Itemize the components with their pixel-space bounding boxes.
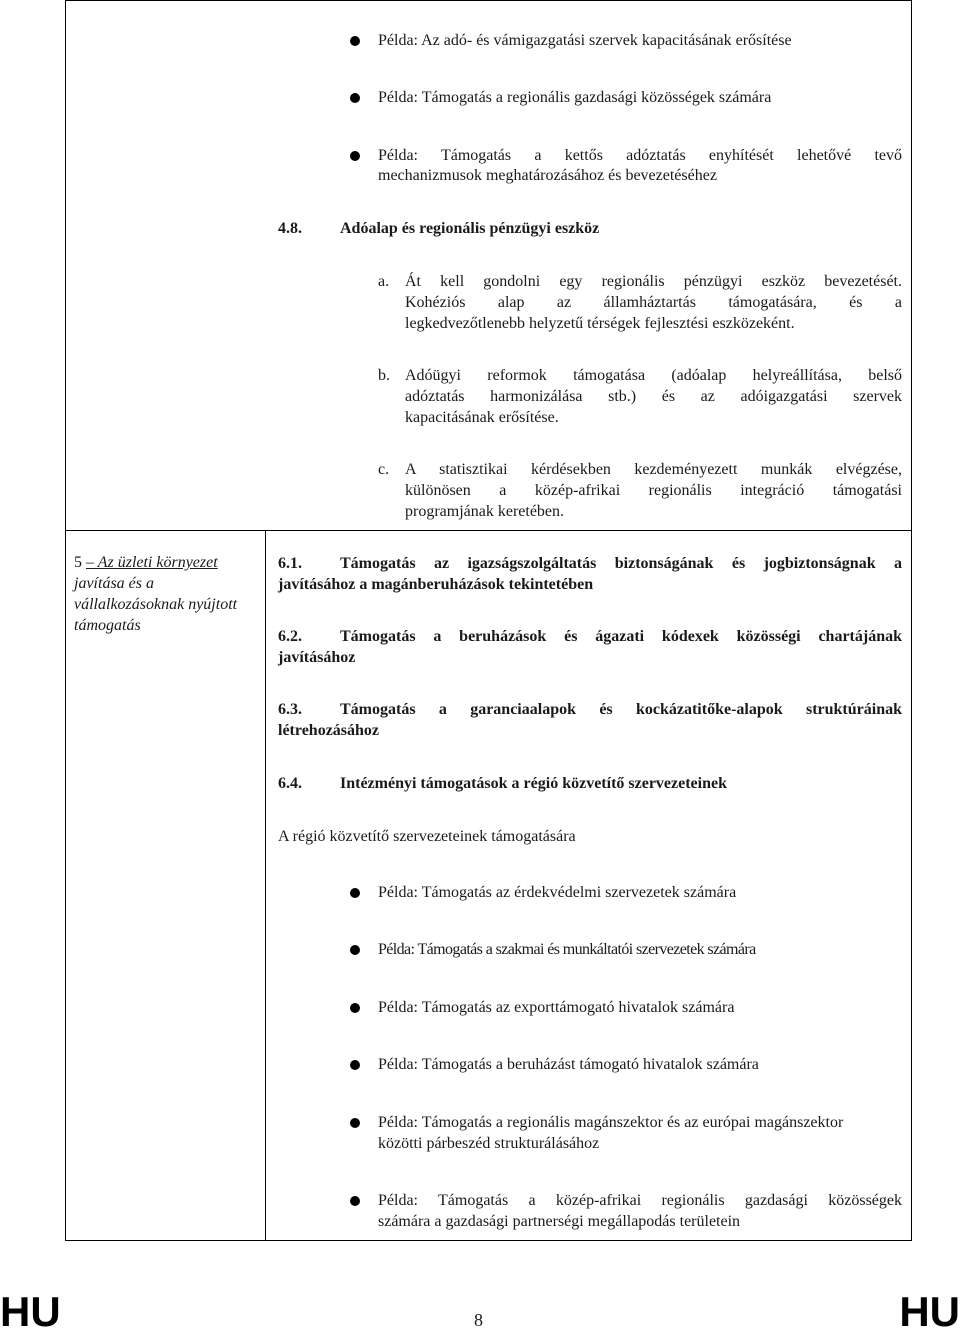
bullet-icon bbox=[350, 1196, 360, 1206]
list-item-line: kapacitásának erősítése. bbox=[405, 409, 559, 426]
list-letter: c. bbox=[378, 461, 390, 478]
list-item-line: Kohéziós alap az államháztartás támogatására, és a bbox=[405, 294, 902, 311]
heading-line: javításához bbox=[278, 649, 356, 666]
heading-line: Intézményi támogatások a régió közvetítő szervezeteinek bbox=[340, 775, 727, 792]
left-column-label: 5 – Az üzleti környezet javítása és a vállalkozásoknak nyújtott támogatás bbox=[74, 554, 238, 634]
bullet-text: mechanizmusok meghatározásához és bevezetéséhez bbox=[378, 167, 717, 184]
list-item-line: programjának keretében. bbox=[405, 503, 565, 520]
heading-line: javításához a magánberuházások tekintetében bbox=[278, 576, 594, 593]
bullet-text: Példa: Támogatás a kettős adóztatás enyhítését lehetővé tevő bbox=[378, 147, 902, 164]
heading-line: Támogatás az igazságszolgáltatás biztonságának és jogbiztonságnak a bbox=[340, 555, 902, 572]
list-letter: a. bbox=[378, 273, 390, 290]
list-item-line: Adóügyi reformok támogatása (adóalap helyreállítása, belső bbox=[405, 367, 902, 384]
section-number: 4.8. bbox=[278, 220, 302, 237]
list-letter: b. bbox=[378, 367, 390, 384]
bullet-text: számára a gazdasági partnerségi megállapodás területein bbox=[378, 1213, 741, 1230]
list-item-line: adóztatás harmonizálása stb.) és az adóigazgatási szervek bbox=[405, 388, 902, 405]
bullet-icon bbox=[350, 1118, 360, 1128]
bullet-text: közötti párbeszéd strukturálásához bbox=[378, 1135, 600, 1152]
bullet-text: Példa: Támogatás az exporttámogató hivatalok számára bbox=[378, 999, 735, 1016]
bullet-text: Példa: Támogatás a regionális gazdasági közösségek számára bbox=[378, 89, 772, 106]
bullet-icon bbox=[350, 151, 360, 161]
bullet-icon bbox=[350, 888, 360, 898]
section-title: Adóalap és regionális pénzügyi eszköz bbox=[340, 220, 600, 237]
bullet-icon bbox=[350, 36, 360, 46]
bullet-text: Példa: Támogatás a beruházást támogató hivatalok számára bbox=[378, 1056, 759, 1073]
heading-number: 6.3. bbox=[278, 701, 302, 718]
list-item-line: legkedvezőtlenebb helyzetű térségek fejlesztési eszközeként. bbox=[405, 315, 795, 332]
table-column-divider bbox=[265, 530, 266, 1241]
heading-line: Támogatás a beruházások és ágazati kódexek közösségi chartájának bbox=[340, 628, 902, 645]
heading-line: Támogatás a garanciaalapok és kockázatitőke-alapok struktúráinak bbox=[340, 701, 902, 718]
list-item-line: A statisztikai kérdésekben kezdeményezett munkák elvégzése, bbox=[405, 461, 902, 478]
bullet-icon bbox=[350, 945, 360, 955]
bullet-text: Példa: Támogatás az érdekvédelmi szervezetek számára bbox=[378, 884, 737, 901]
list-item-line: különösen a közép-afrikai regionális integráció támogatási bbox=[405, 482, 902, 499]
bullet-text: Példa: Az adó- és vámigazgatási szervek kapacitásának erősítése bbox=[378, 32, 792, 49]
heading-line: létrehozásához bbox=[278, 722, 380, 739]
list-item-line: Át kell gondolni egy regionális pénzügyi eszköz bevezetését. bbox=[405, 273, 902, 290]
bullet-icon bbox=[350, 93, 360, 103]
bullet-text: Példa: Támogatás a regionális magánszektor és az európai magánszektor bbox=[378, 1114, 844, 1131]
left-column-number: 5 bbox=[74, 554, 82, 571]
footer-left-code: HU bbox=[0, 1288, 61, 1335]
page-number: 8 bbox=[474, 1310, 483, 1330]
table-row-divider bbox=[65, 530, 912, 531]
bullet-icon bbox=[350, 1003, 360, 1013]
heading-number: 6.1. bbox=[278, 555, 302, 572]
bullet-text: Példa: Támogatás a közép-afrikai regionális gazdasági közösségek bbox=[378, 1192, 902, 1209]
intro-text: A régió közvetítő szervezeteinek támogatására bbox=[278, 828, 576, 845]
bullet-icon bbox=[350, 1060, 360, 1070]
heading-number: 6.4. bbox=[278, 775, 302, 792]
heading-number: 6.2. bbox=[278, 628, 302, 645]
bullet-text: Példa: Támogatás a szakmai és munkáltatói szervezetek számára bbox=[378, 941, 756, 958]
footer-right-code: HU bbox=[899, 1288, 960, 1335]
table-top-border bbox=[65, 0, 912, 1]
